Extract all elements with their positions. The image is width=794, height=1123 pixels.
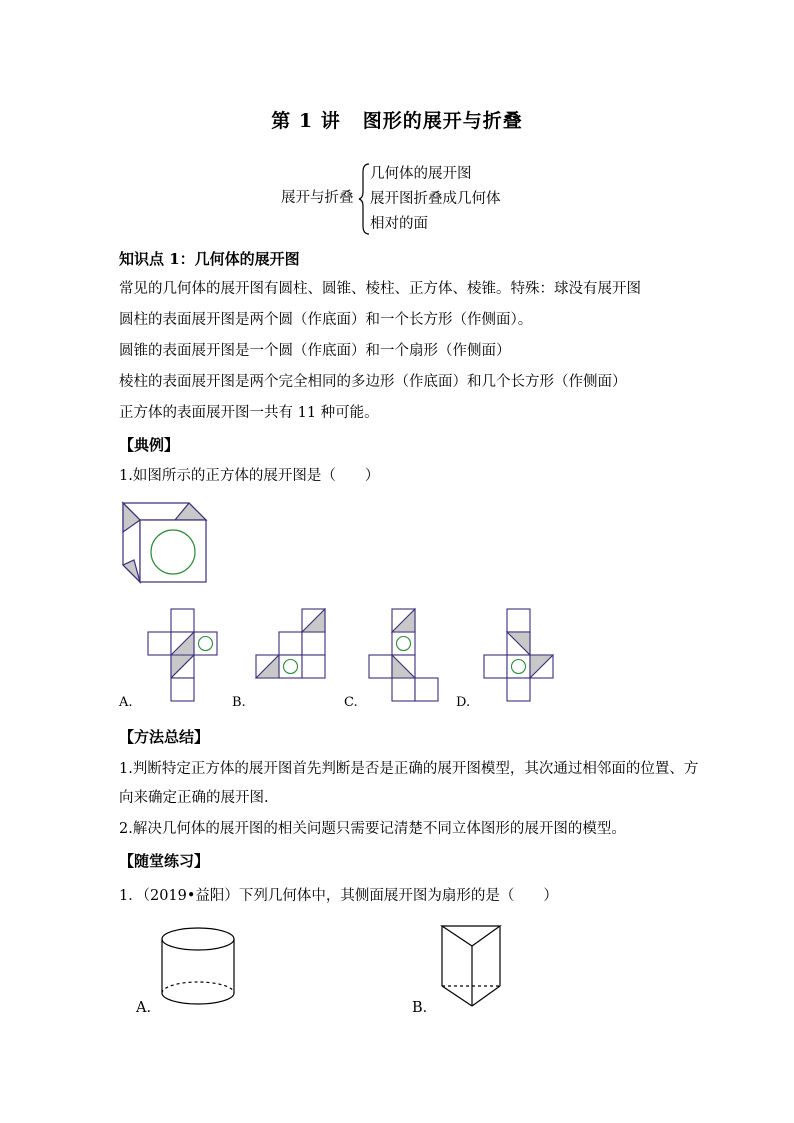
option-d-label: D. — [456, 695, 471, 710]
practice-question: 1．（2019•益阳）下列几何体中，其侧面展开图为扇形的是（ ） — [119, 888, 558, 904]
net-option-b — [254, 608, 330, 680]
page-title — [0, 106, 794, 133]
method-line: 1.判断特定正方体的展开图首先判断是否是正确的展开图模型，其次通过相邻面的位置、方 — [119, 761, 699, 777]
outline-item-1: 几何体的展开图 — [370, 166, 472, 182]
example-question: 1.如图所示的正方体的展开图是（ ） — [119, 468, 380, 484]
option-a-label: A. — [119, 695, 133, 710]
option-c-label: C. — [344, 695, 358, 710]
knowledge-line: 常见的几何体的展开图有圆柱、圆锥、棱柱、正方体、棱锥。特殊：球没有展开图 — [119, 281, 641, 297]
practice-heading: 【随堂练习】 — [119, 852, 210, 870]
knowledge-line: 圆柱的表面展开图是两个圆（作底面）和一个长方形（作侧面）。 — [119, 312, 533, 328]
option-b-label: B. — [232, 695, 246, 710]
knowledge-line: 棱柱的表面展开图是两个完全相同的多边形（作底面）和几个长方形（作侧面） — [119, 374, 627, 390]
knowledge-line: 正方体的表面展开图一共有 11 种可能。 — [119, 405, 379, 421]
outline-item-3: 相对的面 — [370, 216, 428, 232]
method-heading: 【方法总结】 — [119, 728, 210, 746]
lesson-number: 第 1 讲 — [271, 110, 341, 132]
outline-item-2: 展开图折叠成几何体 — [370, 191, 501, 207]
knowledge-heading: 知识点 1：几何体的展开图 — [119, 250, 300, 268]
net-option-d — [482, 608, 556, 704]
method-line: 2.解决几何体的展开图的相关问题只需要记清楚不同立体图形的展开图的模型。 — [119, 821, 626, 837]
method-line: 向来确定正确的展开图. — [119, 790, 269, 806]
lesson-title: 图形的展开与折叠 — [362, 110, 523, 132]
net-option-a — [146, 608, 220, 702]
cube-figure — [120, 502, 210, 584]
outline-root: 展开与折叠 — [281, 190, 354, 206]
example-heading: 【典例】 — [119, 436, 180, 454]
practice-option-b-label: B． — [412, 1000, 438, 1016]
cylinder-figure — [160, 926, 240, 1008]
knowledge-line: 圆锥的表面展开图是一个圆（作底面）和一个扇形（作侧面） — [119, 343, 511, 359]
net-option-c — [367, 608, 443, 704]
prism-figure — [440, 924, 504, 1010]
practice-option-a-label: A． — [136, 1000, 161, 1016]
